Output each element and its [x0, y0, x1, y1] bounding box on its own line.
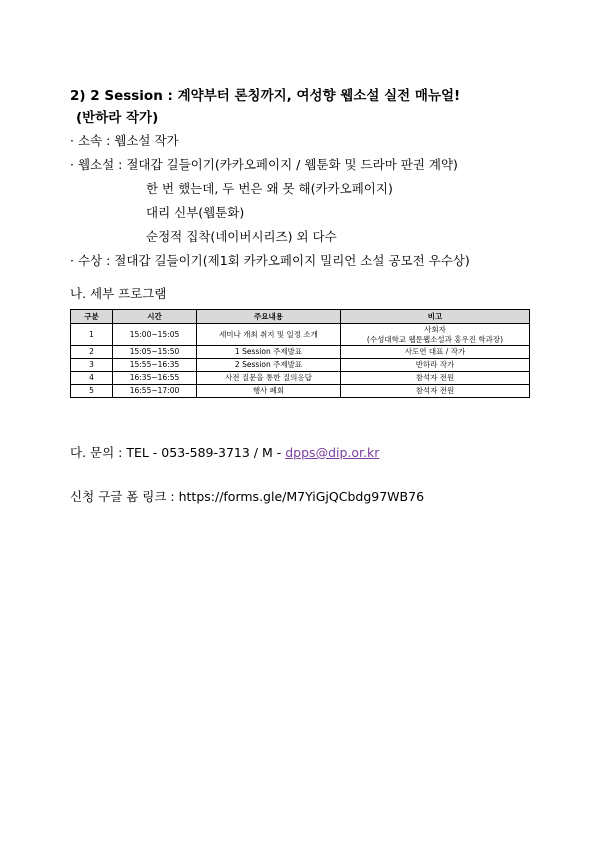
award-line: · 수상 : 절대갑 길들이기(제1회 카카오페이지 밀리언 소설 공모전 우수상) — [70, 253, 470, 268]
program-table — [70, 309, 530, 398]
row-content: 사전 질문을 통한 질의응답 — [197, 372, 341, 385]
row-time: 16:35~16:55 — [113, 372, 197, 385]
row-note-line1: 사회자 — [424, 324, 446, 334]
row-note: 참석자 전원 — [341, 372, 530, 385]
row-time: 15:00~15:05 — [113, 324, 197, 346]
contact-line — [70, 443, 379, 461]
row-time: 15:55~16:35 — [113, 359, 197, 372]
affiliation-line: · 소속 : 웹소설 작가 — [70, 133, 179, 148]
header-division: 구분 — [71, 310, 113, 324]
row-content: 2 Session 주제발표 — [197, 359, 341, 372]
table-header-row — [71, 310, 530, 324]
works-line-3: 대리 신부(웹툰화) — [146, 205, 245, 220]
row-time: 15:05~15:50 — [113, 346, 197, 359]
row-note: 반하라 작가 — [341, 359, 530, 372]
row-no: 2 — [71, 346, 113, 359]
table-row — [71, 372, 530, 385]
works-line-4: 순정적 집착(네이버시리즈) 외 다수 — [146, 229, 337, 244]
row-content: 1 Session 주제발표 — [197, 346, 341, 359]
works-line-1: · 웹소설 : 절대갑 길들이기(카카오페이지 / 웹툰화 및 드라마 판권 계약) — [70, 157, 458, 172]
row-no: 5 — [71, 385, 113, 398]
works-line-2: 한 번 했는데, 두 번은 왜 못 해(카카오페이지) — [146, 181, 393, 196]
row-content: 세미나 개최 취지 및 일정 소개 — [197, 324, 341, 346]
session-title: 2) 2 Session : 계약부터 론칭까지, 여성향 웹소설 실전 매뉴얼! — [70, 88, 461, 104]
table-row — [71, 359, 530, 372]
speaker-name: (반하라 작가) — [76, 110, 159, 126]
row-no: 4 — [71, 372, 113, 385]
table-row — [71, 324, 530, 346]
contact-text: 다. 문의 : TEL - 053-589-3713 / M - — [70, 445, 286, 460]
table-row — [71, 385, 530, 398]
program-label: 나. 세부 프로그램 — [70, 286, 167, 301]
email-link[interactable]: dpps@dip.or.kr — [285, 445, 380, 460]
row-note — [341, 324, 530, 346]
header-time: 시간 — [113, 310, 197, 324]
row-time: 16:55~17:00 — [113, 385, 197, 398]
table-row — [71, 346, 530, 359]
row-no: 1 — [71, 324, 113, 346]
row-note: 사도연 대표 / 작가 — [341, 346, 530, 359]
row-note-line2: (수성대학교 웹툰웹소설과 홍우진 학과장) — [366, 334, 504, 344]
row-note: 참석자 전원 — [341, 385, 530, 398]
header-content: 주요내용 — [197, 310, 341, 324]
header-note: 비고 — [341, 310, 530, 324]
row-no: 3 — [71, 359, 113, 372]
signup-link-line: 신청 구글 폼 링크 : https://forms.gle/M7YiGjQCbdg97WB76 — [70, 489, 425, 504]
row-content: 행사 폐회 — [197, 385, 341, 398]
